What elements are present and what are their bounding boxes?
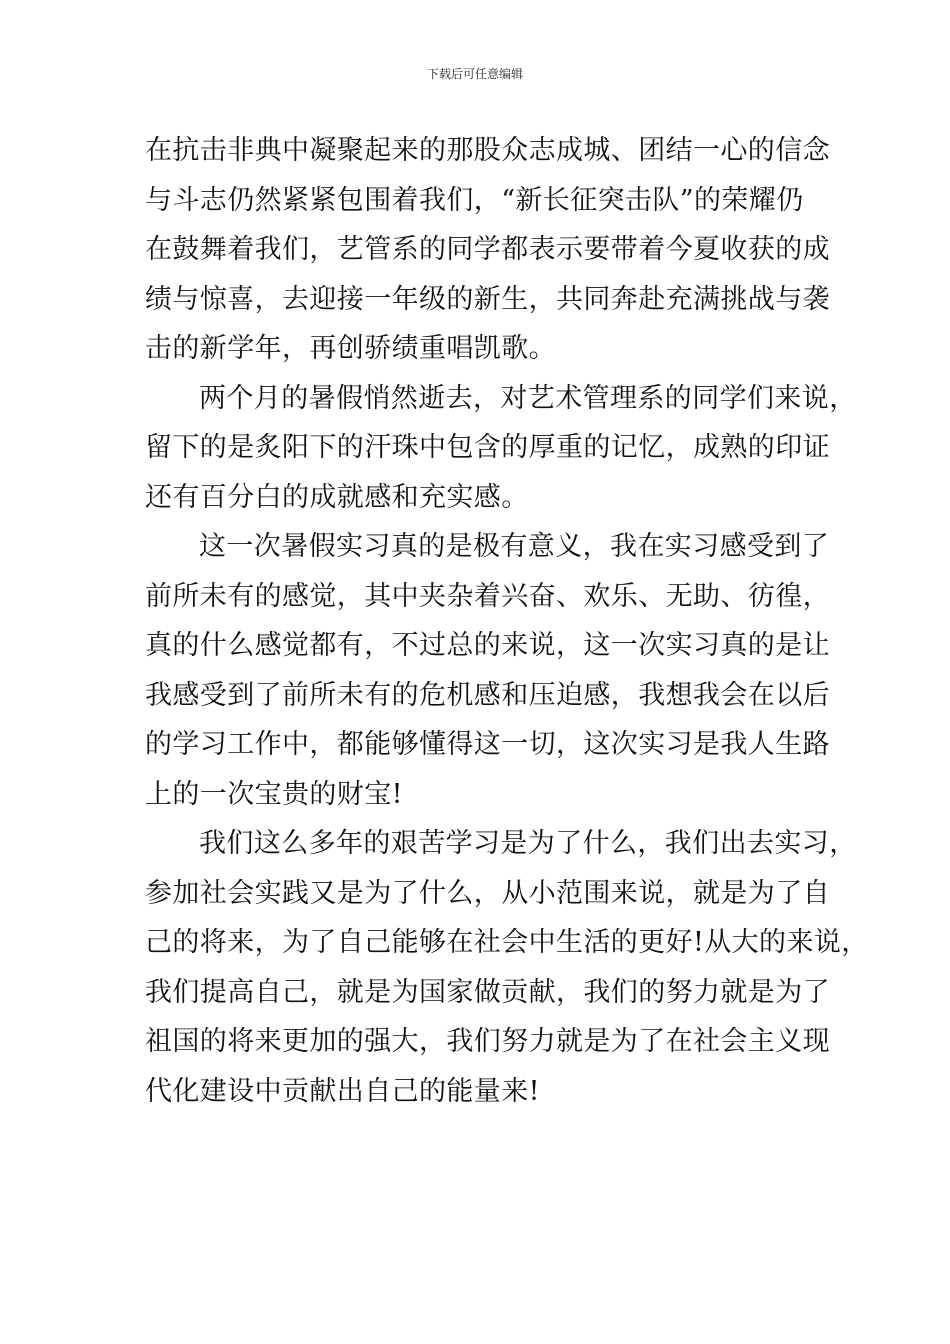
text-line: 的学习工作中，都能够懂得这一切，这次实习是我人生路: [145, 729, 830, 760]
text-line: 祖国的将来更加的强大，我们努力就是为了在社会主义现: [145, 1026, 830, 1057]
text-line: 前所未有的感觉，其中夹杂着兴奋、欢乐、无助、彷徨，: [145, 580, 830, 612]
text-line: 参加社会实践又是为了什么，从小范围来说，就是为了自: [145, 877, 830, 909]
text-line: 击的新学年，再创骄绩重唱凯歌。: [145, 333, 556, 364]
text-line: 还有百分白的成就感和充实感。: [145, 481, 529, 513]
text-line: 与斗志仍然紧紧包围着我们，“新长征突击队”的荣耀仍: [145, 184, 804, 216]
paragraph-3: [145, 522, 835, 819]
text-line: 两个月的暑假悄然逝去，对艺术管理系的同学们来说，: [199, 382, 857, 414]
text-line: 我们这么多年的艰苦学习是为了什么，我们出去实习，: [199, 828, 857, 859]
page-header: 下载后可任意编辑: [426, 67, 523, 81]
document-body: [145, 126, 869, 1116]
text-line: 在抗击非典中凝聚起来的那股众志成城、团结一心的信念: [145, 135, 830, 166]
text-line: 上的一次宝贵的财宝!: [145, 778, 403, 810]
text-line: 在鼓舞着我们，艺管系的同学都表示要带着今夏收获的成: [145, 234, 830, 265]
text-line: 己的将来，为了自己能够在社会中生活的更好!从大的来说，: [145, 927, 869, 958]
text-line: 我感受到了前所未有的危机感和压迫感，我想我会在以后: [145, 679, 830, 711]
paragraph-2: [145, 374, 857, 523]
text-line: 这一次暑假实习真的是极有意义，我在实习感受到了: [199, 531, 830, 562]
text-line: 绩与惊喜，去迎接一年级的新生，共同奔赴充满挑战与袭: [145, 283, 830, 315]
paragraph-1: [145, 126, 835, 374]
text-line: 真的什么感觉都有，不过总的来说，这一次实习真的是让: [145, 630, 830, 661]
text-line: 留下的是炙阳下的汗珠中包含的厚重的记忆，成熟的印证: [145, 432, 830, 463]
paragraph-4: [145, 819, 869, 1116]
text-line: 我们提高自己，就是为国家做贡献，我们的努力就是为了: [145, 976, 830, 1008]
text-line: 代化建设中贡献出自己的能量来!: [145, 1075, 540, 1107]
